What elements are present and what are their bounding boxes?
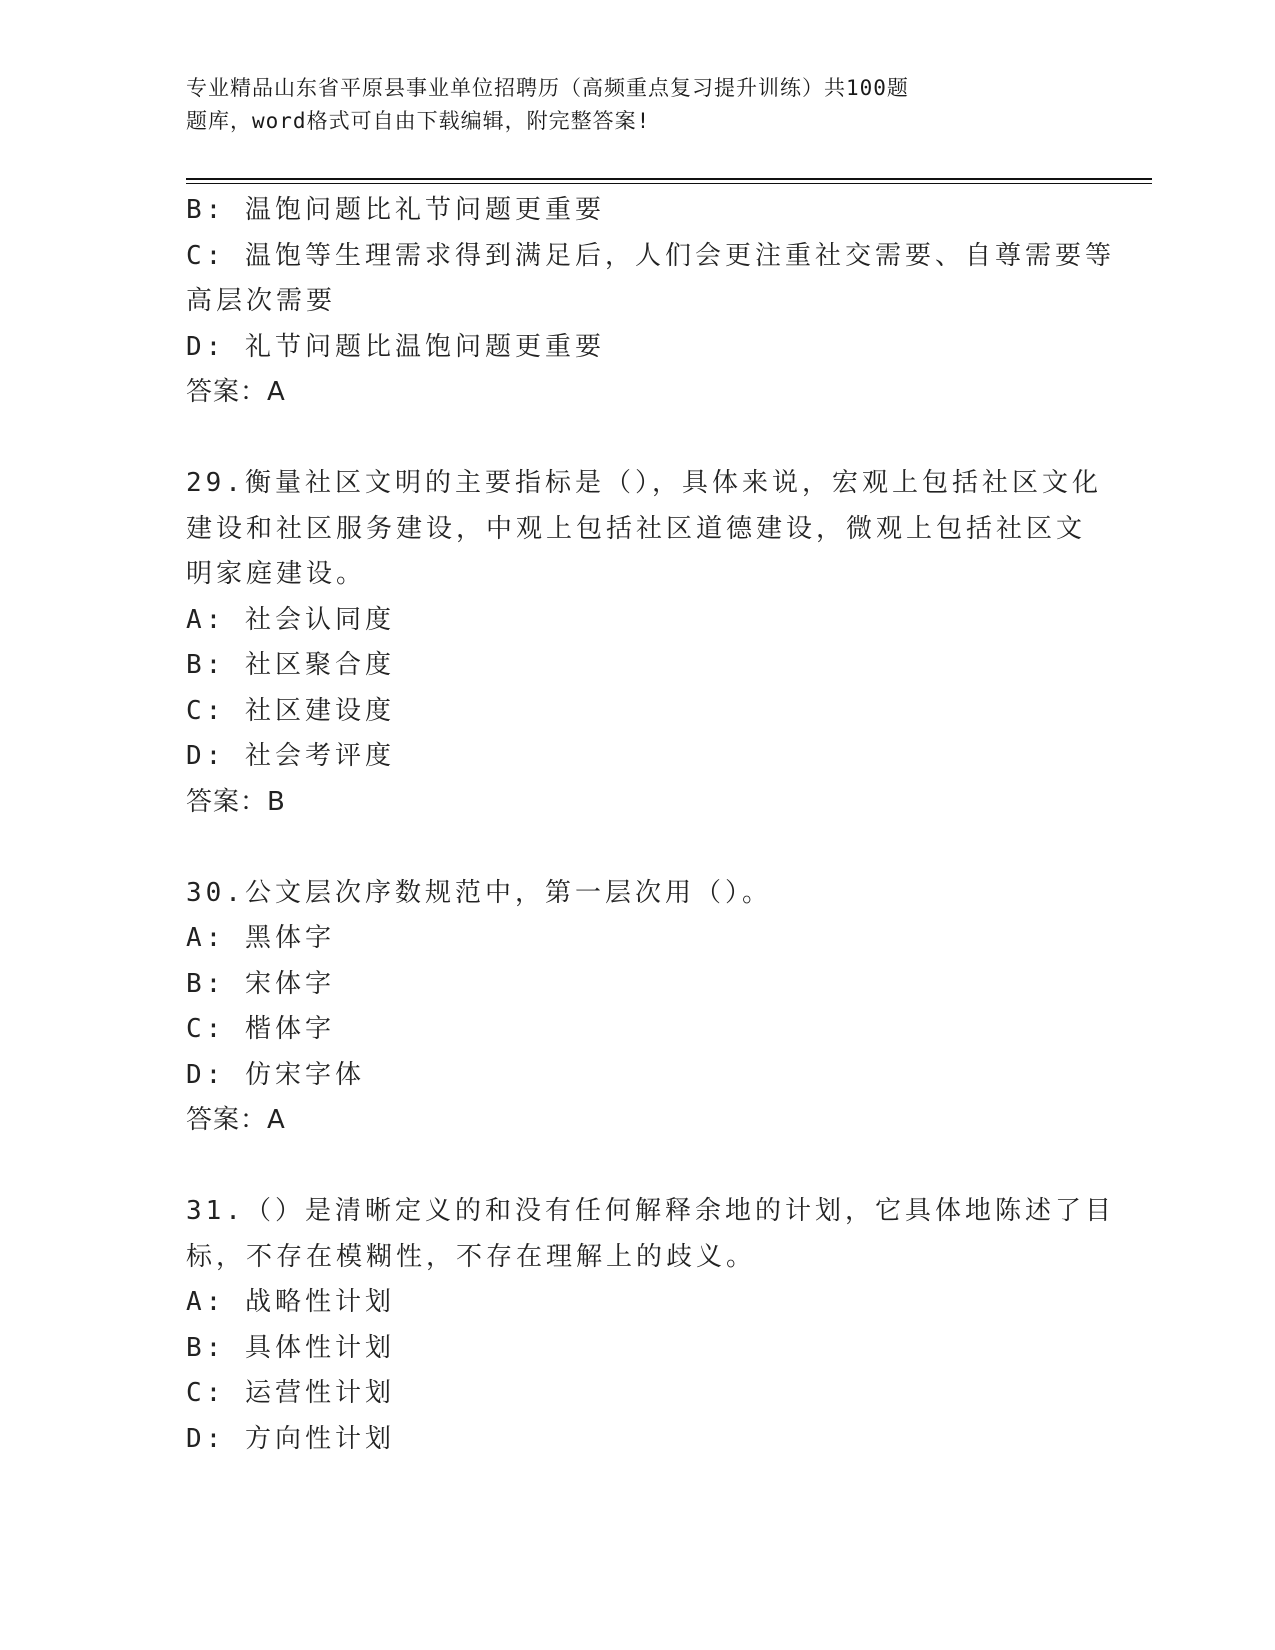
question-stem-continued: 标，不存在模糊性，不存在理解上的歧义。 (186, 1241, 757, 1272)
option-c: C: 楷体字 (186, 1014, 335, 1044)
option-d: D: 社会考评度 (186, 741, 395, 771)
document-header (186, 72, 1046, 138)
question-stem-continued: 建设和社区服务建设，中观上包括社区道德建设，微观上包括社区文 (186, 513, 1087, 544)
spacer (186, 825, 1086, 871)
option-b: B: 温饱问题比礼节问题更重要 (186, 195, 605, 225)
option-a: A: 战略性计划 (186, 1287, 395, 1317)
header-line-2: 题库，word格式可自由下载编辑，附完整答案! (186, 109, 651, 133)
option-d: D: 仿宋字体 (186, 1059, 365, 1090)
question-stem: 30.公文层次序数规范中，第一层次用（）。 (186, 877, 772, 908)
option-d: D: 方向性计划 (186, 1423, 395, 1454)
question-stem-continued: 明家庭建设。 (186, 559, 367, 589)
spacer (186, 1144, 1086, 1190)
question-28 (186, 188, 1115, 416)
question-31 (186, 1189, 1115, 1462)
header-divider-thick (186, 178, 1152, 180)
question-stem: 29.衡量社区文明的主要指标是（），具体来说，宏观上包括社区文化 (186, 468, 1102, 498)
option-b: B: 具体性计划 (186, 1332, 395, 1363)
option-d: D: 礼节问题比温饱问题更重要 (186, 331, 605, 362)
question-29 (186, 461, 1102, 825)
option-b: B: 社区聚合度 (186, 650, 395, 680)
option-c-continued: 高层次需要 (186, 286, 337, 316)
question-30 (186, 871, 1086, 1144)
question-list (186, 188, 1115, 1462)
header-line-1: 专业精品山东省平原县事业单位招聘历（高频重点复习提升训练）共100题 (186, 76, 909, 100)
spacer (186, 416, 1086, 462)
header-divider-thin (186, 183, 1152, 184)
option-c: C: 温饱等生理需求得到满足后，人们会更注重社交需要、自尊需要等 (186, 240, 1115, 271)
question-stem: 31.（）是清晰定义的和没有任何解释余地的计划，它具体地陈述了目 (186, 1196, 1115, 1226)
answer: 答案：A (186, 1105, 286, 1135)
answer: 答案：B (186, 786, 286, 817)
option-c: C: 运营性计划 (186, 1378, 395, 1408)
answer: 答案：A (186, 377, 286, 407)
option-a: A: 黑体字 (186, 923, 335, 953)
option-c: C: 社区建设度 (186, 695, 395, 726)
option-a: A: 社会认同度 (186, 604, 395, 635)
option-b: B: 宋体字 (186, 968, 335, 999)
